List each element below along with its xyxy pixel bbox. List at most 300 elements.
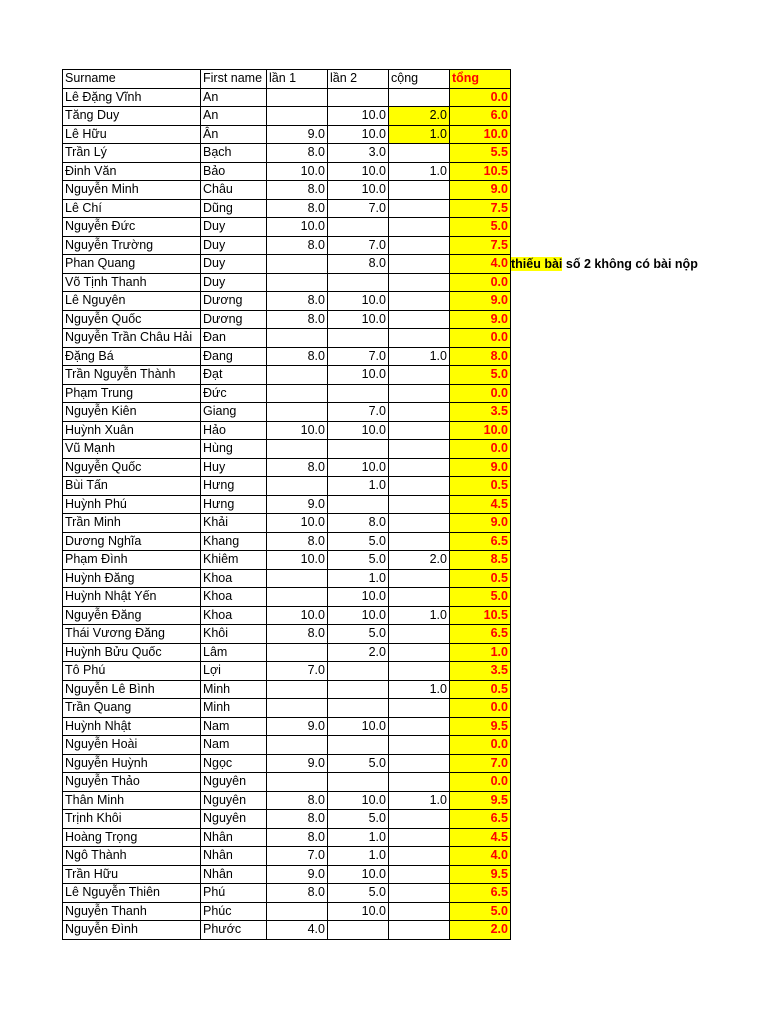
table-row	[63, 569, 511, 588]
cell-lan-1[interactable]	[267, 329, 328, 348]
cell-cong[interactable]	[389, 532, 450, 551]
cell-lan-2[interactable]	[328, 218, 389, 237]
cell-cong[interactable]: 1.0	[389, 347, 450, 366]
cell-lan-2[interactable]: 10.0	[328, 292, 389, 311]
cell-first-name[interactable]: Khiêm	[201, 551, 267, 570]
cell-surname[interactable]: Lê Hữu	[63, 125, 201, 144]
cell-surname[interactable]: Nguyễn Trường	[63, 236, 201, 255]
cell-lan-1[interactable]: 8.0	[267, 292, 328, 311]
cell-cong[interactable]	[389, 273, 450, 292]
cell-cong[interactable]	[389, 440, 450, 459]
cell-lan-1[interactable]	[267, 569, 328, 588]
header-tong[interactable]: tổng	[450, 70, 511, 89]
cell-lan-2[interactable]	[328, 495, 389, 514]
cell-lan-1[interactable]	[267, 273, 328, 292]
cell-lan-1[interactable]: 8.0	[267, 884, 328, 903]
cell-cong[interactable]	[389, 495, 450, 514]
cell-surname[interactable]: Trần Lý	[63, 144, 201, 163]
cell-surname[interactable]: Nguyễn Đức	[63, 218, 201, 237]
cell-cong[interactable]	[389, 236, 450, 255]
cell-lan-2[interactable]: 2.0	[328, 643, 389, 662]
cell-lan-2[interactable]: 10.0	[328, 366, 389, 385]
cell-lan-2[interactable]: 10.0	[328, 310, 389, 329]
cell-lan-1[interactable]	[267, 88, 328, 107]
cell-lan-2[interactable]	[328, 273, 389, 292]
cell-lan-1[interactable]	[267, 477, 328, 496]
cell-first-name[interactable]: Khang	[201, 532, 267, 551]
cell-first-name[interactable]: Khôi	[201, 625, 267, 644]
cell-cong[interactable]	[389, 88, 450, 107]
cell-first-name[interactable]: Đang	[201, 347, 267, 366]
cell-lan-2[interactable]: 10.0	[328, 125, 389, 144]
cell-lan-1[interactable]	[267, 643, 328, 662]
cell-surname[interactable]: Trần Minh	[63, 514, 201, 533]
cell-lan-1[interactable]	[267, 403, 328, 422]
cell-first-name[interactable]: Nguyên	[201, 791, 267, 810]
cell-tong[interactable]: 9.5	[450, 717, 511, 736]
cell-cong[interactable]	[389, 458, 450, 477]
cell-lan-2[interactable]: 10.0	[328, 107, 389, 126]
cell-lan-2[interactable]: 1.0	[328, 828, 389, 847]
cell-surname[interactable]: Trần Nguyễn Thành	[63, 366, 201, 385]
cell-lan-2[interactable]	[328, 384, 389, 403]
cell-surname[interactable]: Huỳnh Đăng	[63, 569, 201, 588]
cell-first-name[interactable]: Khải	[201, 514, 267, 533]
cell-lan-2[interactable]: 7.0	[328, 403, 389, 422]
cell-lan-1[interactable]	[267, 699, 328, 718]
cell-surname[interactable]: Thân Minh	[63, 791, 201, 810]
cell-lan-1[interactable]	[267, 773, 328, 792]
cell-tong[interactable]: 10.5	[450, 606, 511, 625]
cell-surname[interactable]: Tô Phú	[63, 662, 201, 681]
table-row	[63, 495, 511, 514]
cell-first-name[interactable]: Nhân	[201, 865, 267, 884]
cell-lan-1[interactable]: 9.0	[267, 495, 328, 514]
cell-tong[interactable]: 10.0	[450, 421, 511, 440]
cell-lan-1[interactable]	[267, 736, 328, 755]
cell-lan-1[interactable]: 8.0	[267, 791, 328, 810]
cell-first-name[interactable]: Bảo	[201, 162, 267, 181]
cell-first-name[interactable]: Phú	[201, 884, 267, 903]
cell-lan-1[interactable]	[267, 680, 328, 699]
cell-lan-2[interactable]: 5.0	[328, 810, 389, 829]
cell-lan-1[interactable]: 9.0	[267, 754, 328, 773]
cell-first-name[interactable]: Bạch	[201, 144, 267, 163]
cell-lan-1[interactable]: 8.0	[267, 810, 328, 829]
cell-lan-1[interactable]: 10.0	[267, 421, 328, 440]
cell-tong[interactable]: 0.5	[450, 680, 511, 699]
cell-cong[interactable]	[389, 569, 450, 588]
cell-surname[interactable]: Nguyễn Quốc	[63, 310, 201, 329]
cell-lan-2[interactable]: 1.0	[328, 569, 389, 588]
cell-cong[interactable]	[389, 403, 450, 422]
cell-cong[interactable]	[389, 144, 450, 163]
cell-lan-1[interactable]: 8.0	[267, 458, 328, 477]
cell-first-name[interactable]: Lâm	[201, 643, 267, 662]
cell-lan-1[interactable]	[267, 440, 328, 459]
cell-lan-2[interactable]: 5.0	[328, 625, 389, 644]
cell-cong[interactable]	[389, 736, 450, 755]
cell-first-name[interactable]: Nguyên	[201, 810, 267, 829]
cell-first-name[interactable]: Nhân	[201, 828, 267, 847]
cell-tong[interactable]: 6.5	[450, 810, 511, 829]
cell-tong[interactable]: 5.5	[450, 144, 511, 163]
cell-surname[interactable]: Lê Chí	[63, 199, 201, 218]
cell-cong[interactable]	[389, 181, 450, 200]
cell-first-name[interactable]: Huy	[201, 458, 267, 477]
cell-lan-1[interactable]: 8.0	[267, 347, 328, 366]
header-surname[interactable]: Surname	[63, 70, 201, 89]
cell-lan-1[interactable]: 8.0	[267, 199, 328, 218]
cell-first-name[interactable]: Dương	[201, 310, 267, 329]
cell-surname[interactable]: Nguyễn Minh	[63, 181, 201, 200]
cell-cong[interactable]	[389, 754, 450, 773]
cell-first-name[interactable]: Dũng	[201, 199, 267, 218]
table-row	[63, 218, 511, 237]
cell-lan-1[interactable]: 7.0	[267, 847, 328, 866]
cell-tong[interactable]: 0.0	[450, 699, 511, 718]
cell-cong[interactable]: 1.0	[389, 162, 450, 181]
cell-lan-2[interactable]: 10.0	[328, 902, 389, 921]
cell-tong[interactable]: 4.5	[450, 495, 511, 514]
cell-lan-1[interactable]: 8.0	[267, 625, 328, 644]
cell-lan-2[interactable]: 5.0	[328, 532, 389, 551]
cell-lan-2[interactable]: 7.0	[328, 347, 389, 366]
cell-lan-1[interactable]: 8.0	[267, 310, 328, 329]
cell-first-name[interactable]: Dương	[201, 292, 267, 311]
table-row	[63, 625, 511, 644]
cell-lan-1[interactable]: 8.0	[267, 828, 328, 847]
cell-first-name[interactable]: Ngọc	[201, 754, 267, 773]
cell-surname[interactable]: Phạm Đình	[63, 551, 201, 570]
cell-lan-2[interactable]: 1.0	[328, 477, 389, 496]
cell-surname[interactable]: Thái Vương Đăng	[63, 625, 201, 644]
cell-lan-1[interactable]: 9.0	[267, 865, 328, 884]
cell-tong[interactable]: 6.5	[450, 884, 511, 903]
cell-lan-2[interactable]: 5.0	[328, 754, 389, 773]
cell-lan-2[interactable]: 1.0	[328, 847, 389, 866]
cell-surname[interactable]: Nguyễn Hoài	[63, 736, 201, 755]
cell-cong[interactable]	[389, 699, 450, 718]
cell-tong[interactable]: 4.0	[450, 847, 511, 866]
cell-cong[interactable]	[389, 828, 450, 847]
cell-tong[interactable]: 2.0	[450, 921, 511, 940]
cell-lan-2[interactable]: 8.0	[328, 255, 389, 274]
cell-lan-1[interactable]	[267, 902, 328, 921]
cell-first-name[interactable]: Khoa	[201, 588, 267, 607]
cell-surname[interactable]: Võ Tịnh Thanh	[63, 273, 201, 292]
cell-surname[interactable]: Huỳnh Bửu Quốc	[63, 643, 201, 662]
cell-lan-1[interactable]: 10.0	[267, 218, 328, 237]
cell-first-name[interactable]: Giang	[201, 403, 267, 422]
cell-cong[interactable]	[389, 384, 450, 403]
cell-lan-1[interactable]: 8.0	[267, 236, 328, 255]
cell-first-name[interactable]: Hưng	[201, 477, 267, 496]
header-lan-2[interactable]: lần 2	[328, 70, 389, 89]
cell-first-name[interactable]: Nam	[201, 717, 267, 736]
cell-lan-2[interactable]: 10.0	[328, 791, 389, 810]
cell-surname[interactable]: Trần Quang	[63, 699, 201, 718]
cell-cong[interactable]	[389, 662, 450, 681]
cell-first-name[interactable]: Khoa	[201, 606, 267, 625]
cell-lan-2[interactable]: 7.0	[328, 199, 389, 218]
cell-tong[interactable]: 5.0	[450, 366, 511, 385]
cell-surname[interactable]: Nguyễn Lê Bình	[63, 680, 201, 699]
note-text: số 2 không có bài nộp	[562, 257, 698, 271]
cell-surname[interactable]: Lê Nguyễn Thiên	[63, 884, 201, 903]
cell-lan-2[interactable]: 10.0	[328, 162, 389, 181]
cell-first-name[interactable]: Đan	[201, 329, 267, 348]
cell-tong[interactable]: 10.0	[450, 125, 511, 144]
cell-cong[interactable]	[389, 292, 450, 311]
cell-cong[interactable]	[389, 329, 450, 348]
cell-surname[interactable]: Huỳnh Nhật	[63, 717, 201, 736]
cell-cong[interactable]	[389, 421, 450, 440]
cell-tong[interactable]: 9.5	[450, 865, 511, 884]
cell-lan-2[interactable]: 10.0	[328, 588, 389, 607]
cell-surname[interactable]: Nguyễn Đình	[63, 921, 201, 940]
cell-tong[interactable]: 10.5	[450, 162, 511, 181]
table-row	[63, 551, 511, 570]
cell-tong[interactable]: 9.0	[450, 310, 511, 329]
cell-surname[interactable]: Nguyễn Trần Châu Hải	[63, 329, 201, 348]
cell-cong[interactable]	[389, 625, 450, 644]
cell-first-name[interactable]: Nam	[201, 736, 267, 755]
cell-tong[interactable]: 5.0	[450, 588, 511, 607]
cell-tong[interactable]: 5.0	[450, 218, 511, 237]
cell-surname[interactable]: Nguyễn Huỳnh	[63, 754, 201, 773]
cell-first-name[interactable]: Duy	[201, 273, 267, 292]
cell-lan-1[interactable]: 8.0	[267, 181, 328, 200]
cell-cong[interactable]	[389, 847, 450, 866]
cell-first-name[interactable]: An	[201, 88, 267, 107]
cell-lan-2[interactable]	[328, 921, 389, 940]
cell-lan-2[interactable]	[328, 662, 389, 681]
cell-lan-1[interactable]: 4.0	[267, 921, 328, 940]
cell-tong[interactable]: 9.5	[450, 791, 511, 810]
cell-first-name[interactable]: Hưng	[201, 495, 267, 514]
cell-lan-1[interactable]	[267, 384, 328, 403]
cell-tong[interactable]: 3.5	[450, 403, 511, 422]
cell-first-name[interactable]: Phước	[201, 921, 267, 940]
cell-surname[interactable]: Lê Đặng Vĩnh	[63, 88, 201, 107]
table-row	[63, 847, 511, 866]
cell-lan-1[interactable]	[267, 588, 328, 607]
cell-first-name[interactable]: Minh	[201, 699, 267, 718]
cell-lan-2[interactable]	[328, 88, 389, 107]
cell-cong[interactable]: 1.0	[389, 680, 450, 699]
cell-cong[interactable]: 1.0	[389, 791, 450, 810]
cell-cong[interactable]	[389, 810, 450, 829]
cell-lan-2[interactable]: 10.0	[328, 181, 389, 200]
cell-surname[interactable]: Phạm Trung	[63, 384, 201, 403]
cell-first-name[interactable]: Phúc	[201, 902, 267, 921]
cell-lan-1[interactable]: 7.0	[267, 662, 328, 681]
cell-tong[interactable]: 0.5	[450, 569, 511, 588]
cell-cong[interactable]	[389, 865, 450, 884]
cell-first-name[interactable]: Duy	[201, 255, 267, 274]
cell-surname[interactable]: Nguyễn Đăng	[63, 606, 201, 625]
cell-lan-1[interactable]: 9.0	[267, 717, 328, 736]
cell-surname[interactable]: Vũ Mạnh	[63, 440, 201, 459]
cell-cong[interactable]	[389, 588, 450, 607]
cell-lan-2[interactable]: 5.0	[328, 884, 389, 903]
cell-surname[interactable]: Huỳnh Xuân	[63, 421, 201, 440]
cell-cong[interactable]	[389, 310, 450, 329]
cell-lan-2[interactable]: 7.0	[328, 236, 389, 255]
cell-lan-1[interactable]: 9.0	[267, 125, 328, 144]
cell-lan-1[interactable]: 10.0	[267, 162, 328, 181]
cell-tong[interactable]: 9.0	[450, 181, 511, 200]
cell-surname[interactable]: Đặng Bá	[63, 347, 201, 366]
cell-surname[interactable]: Trần Hữu	[63, 865, 201, 884]
header-first-name[interactable]: First name	[201, 70, 267, 89]
cell-lan-1[interactable]	[267, 107, 328, 126]
cell-first-name[interactable]: Khoa	[201, 569, 267, 588]
cell-surname[interactable]: Nguyễn Kiên	[63, 403, 201, 422]
header-lan-1[interactable]: lần 1	[267, 70, 328, 89]
cell-lan-1[interactable]: 8.0	[267, 144, 328, 163]
cell-tong[interactable]: 9.0	[450, 514, 511, 533]
cell-first-name[interactable]: An	[201, 107, 267, 126]
cell-surname[interactable]: Tăng Duy	[63, 107, 201, 126]
table-row	[63, 236, 511, 255]
cell-surname[interactable]: Nguyễn Thảo	[63, 773, 201, 792]
cell-tong[interactable]: 4.5	[450, 828, 511, 847]
cell-cong[interactable]	[389, 218, 450, 237]
cell-tong[interactable]: 4.0	[450, 255, 511, 274]
cell-cong[interactable]	[389, 366, 450, 385]
cell-lan-2[interactable]	[328, 736, 389, 755]
cell-lan-2[interactable]: 10.0	[328, 421, 389, 440]
cell-lan-1[interactable]: 10.0	[267, 606, 328, 625]
cell-surname[interactable]: Dương Nghĩa	[63, 532, 201, 551]
table-row	[63, 255, 511, 274]
cell-lan-1[interactable]: 8.0	[267, 532, 328, 551]
cell-surname[interactable]: Hoàng Trọng	[63, 828, 201, 847]
cell-first-name[interactable]: Minh	[201, 680, 267, 699]
cell-lan-2[interactable]: 5.0	[328, 551, 389, 570]
cell-cong[interactable]	[389, 643, 450, 662]
cell-lan-2[interactable]: 10.0	[328, 606, 389, 625]
cell-cong[interactable]	[389, 921, 450, 940]
cell-tong[interactable]: 8.0	[450, 347, 511, 366]
cell-lan-1[interactable]: 10.0	[267, 551, 328, 570]
cell-cong[interactable]: 1.0	[389, 606, 450, 625]
cell-tong[interactable]: 9.0	[450, 292, 511, 311]
cell-cong[interactable]	[389, 199, 450, 218]
cell-cong[interactable]: 2.0	[389, 107, 450, 126]
cell-lan-2[interactable]	[328, 773, 389, 792]
cell-lan-2[interactable]: 10.0	[328, 717, 389, 736]
cell-surname[interactable]: Huỳnh Nhật Yến	[63, 588, 201, 607]
missing-submission-note[interactable]	[511, 256, 698, 273]
cell-first-name[interactable]: Duy	[201, 236, 267, 255]
cell-tong[interactable]: 0.0	[450, 88, 511, 107]
cell-tong[interactable]: 0.0	[450, 440, 511, 459]
cell-tong[interactable]: 9.0	[450, 458, 511, 477]
cell-tong[interactable]: 8.5	[450, 551, 511, 570]
cell-first-name[interactable]: Ân	[201, 125, 267, 144]
cell-cong[interactable]	[389, 717, 450, 736]
cell-surname[interactable]: Huỳnh Phú	[63, 495, 201, 514]
cell-first-name[interactable]: Đạt	[201, 366, 267, 385]
cell-first-name[interactable]: Hảo	[201, 421, 267, 440]
cell-surname[interactable]: Phan Quang	[63, 255, 201, 274]
cell-cong[interactable]	[389, 773, 450, 792]
cell-tong[interactable]: 7.5	[450, 236, 511, 255]
cell-first-name[interactable]: Nguyên	[201, 773, 267, 792]
table-row	[63, 662, 511, 681]
cell-lan-2[interactable]: 3.0	[328, 144, 389, 163]
cell-tong[interactable]: 0.0	[450, 773, 511, 792]
cell-surname[interactable]: Bùi Tấn	[63, 477, 201, 496]
cell-tong[interactable]: 0.5	[450, 477, 511, 496]
cell-surname[interactable]: Lê Nguyên	[63, 292, 201, 311]
cell-first-name[interactable]: Châu	[201, 181, 267, 200]
cell-lan-2[interactable]	[328, 440, 389, 459]
cell-lan-2[interactable]	[328, 699, 389, 718]
cell-cong[interactable]	[389, 902, 450, 921]
cell-tong[interactable]: 0.0	[450, 273, 511, 292]
cell-cong[interactable]: 2.0	[389, 551, 450, 570]
cell-first-name[interactable]: Duy	[201, 218, 267, 237]
table-row	[63, 199, 511, 218]
table-row	[63, 532, 511, 551]
cell-tong[interactable]: 6.5	[450, 625, 511, 644]
cell-first-name[interactable]: Hùng	[201, 440, 267, 459]
cell-tong[interactable]: 0.0	[450, 329, 511, 348]
cell-lan-2[interactable]	[328, 680, 389, 699]
cell-tong[interactable]: 7.5	[450, 199, 511, 218]
cell-surname[interactable]: Trịnh Khôi	[63, 810, 201, 829]
cell-first-name[interactable]: Lợi	[201, 662, 267, 681]
cell-cong[interactable]: 1.0	[389, 125, 450, 144]
cell-cong[interactable]	[389, 514, 450, 533]
cell-surname[interactable]: Nguyễn Quốc	[63, 458, 201, 477]
cell-cong[interactable]	[389, 884, 450, 903]
cell-lan-1[interactable]	[267, 366, 328, 385]
table-row	[63, 791, 511, 810]
cell-first-name[interactable]: Đức	[201, 384, 267, 403]
table-row	[63, 107, 511, 126]
cell-lan-2[interactable]	[328, 329, 389, 348]
table-row	[63, 514, 511, 533]
cell-tong[interactable]: 0.0	[450, 384, 511, 403]
cell-surname[interactable]: Đinh Văn	[63, 162, 201, 181]
cell-lan-1[interactable]	[267, 255, 328, 274]
cell-first-name[interactable]: Nhân	[201, 847, 267, 866]
header-cong[interactable]: cộng	[389, 70, 450, 89]
cell-surname[interactable]: Nguyễn Thanh	[63, 902, 201, 921]
cell-lan-2[interactable]: 10.0	[328, 458, 389, 477]
cell-cong[interactable]	[389, 477, 450, 496]
cell-cong[interactable]	[389, 255, 450, 274]
cell-surname[interactable]: Ngô Thành	[63, 847, 201, 866]
table-row	[63, 181, 511, 200]
cell-tong[interactable]: 3.5	[450, 662, 511, 681]
cell-lan-2[interactable]: 10.0	[328, 865, 389, 884]
cell-tong[interactable]: 1.0	[450, 643, 511, 662]
cell-tong[interactable]: 5.0	[450, 902, 511, 921]
cell-lan-2[interactable]: 8.0	[328, 514, 389, 533]
cell-tong[interactable]: 0.0	[450, 736, 511, 755]
cell-tong[interactable]: 6.0	[450, 107, 511, 126]
table-row	[63, 754, 511, 773]
cell-tong[interactable]: 7.0	[450, 754, 511, 773]
cell-tong[interactable]: 6.5	[450, 532, 511, 551]
cell-lan-1[interactable]: 10.0	[267, 514, 328, 533]
